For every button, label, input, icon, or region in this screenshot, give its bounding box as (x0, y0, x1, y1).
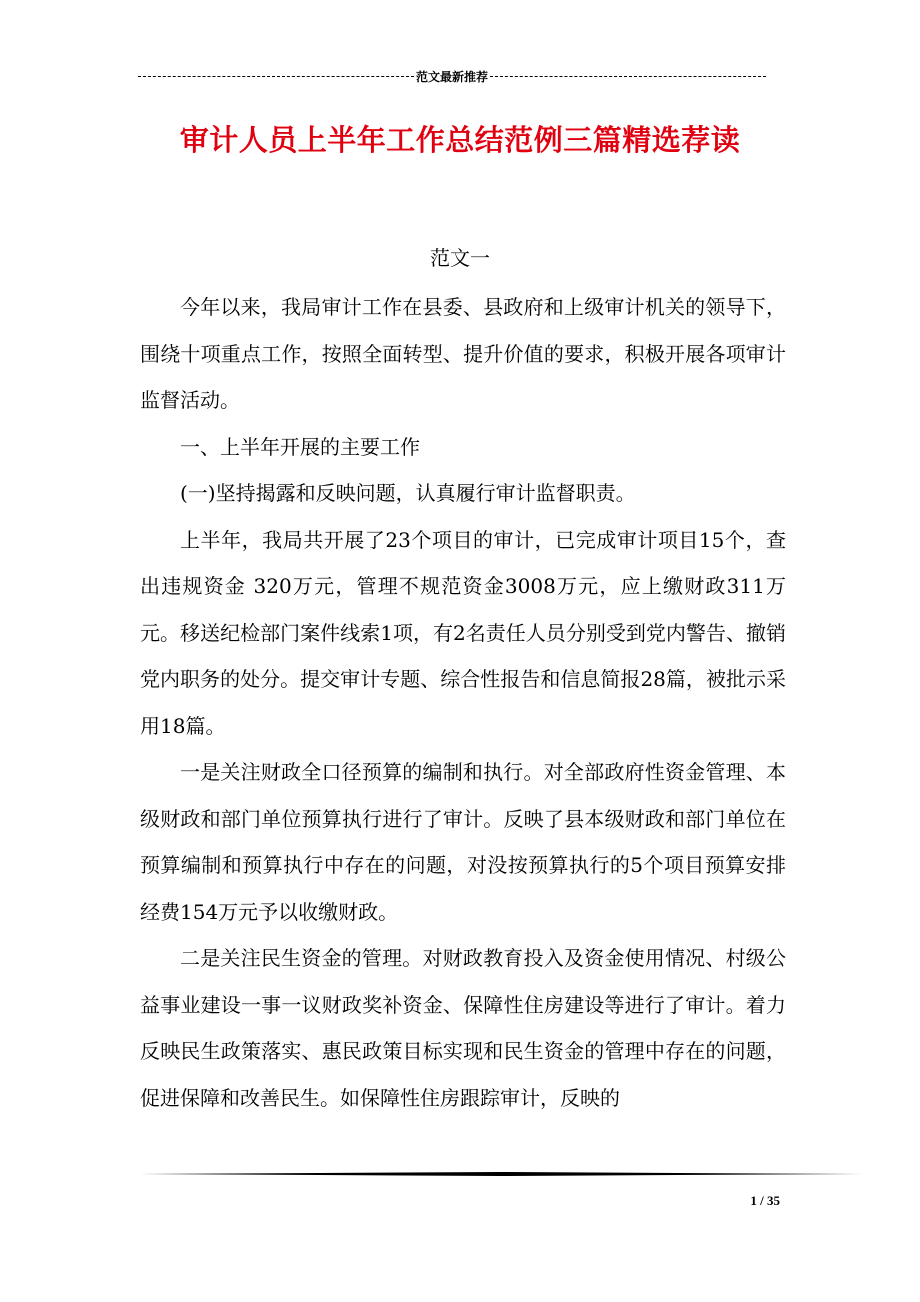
document-title: 审计人员上半年工作总结范例三篇精选荐读 (179, 123, 741, 157)
paragraph: (一)坚持揭露和反映问题，认真履行审计监督职责。 (180, 481, 636, 505)
paragraph: 一、上半年开展的主要工作 (180, 434, 420, 459)
footer-rule (140, 1172, 862, 1176)
page-number: 1 / 35 (750, 1193, 780, 1208)
document-body (140, 284, 786, 1121)
header-dash-right (490, 76, 766, 77)
header-dash-left (138, 76, 414, 77)
header-label: 范文最新推荐 (416, 69, 489, 84)
paragraph: 上半年，我局共开展了23个项目的审计，已完成审计项目15个，查出违规资金 320万元，管理不规范资金3008万元，应上缴财政311万元。移送纪检部门案件线索1项，有2名责任人员分别受到党内警告、撤销党内职务的处分。提交审计专题、综合性报告和信息简报28篇，被批示采用18篇。 (140, 527, 786, 738)
page-header (138, 68, 766, 84)
paragraph: 二是关注民生资金的管理。对财政教育投入及资金使用情况、村级公益事业建设一事一议财政奖补资金、保障性住房建设等进行了审计。着力反映民生政策落实、惠民政策目标实现和民生资金的管理中存在的问题，促进保障和改善民生。如保障性住房跟踪审计，反映的 (140, 946, 786, 1110)
paragraph: 今年以来，我局审计工作在县委、县政府和上级审计机关的领导下，围绕十项重点工作，按照全面转型、提升价值的要求，积极开展各项审计监督活动。 (140, 295, 786, 412)
paragraph: 一是关注财政全口径预算的编制和执行。对全部政府性资金管理、本级财政和部门单位预算执行进行了审计。反映了县本级财政和部门单位在预算编制和预算执行中存在的问题，对没按预算执行的5个项目预算安排经费154万元予以收缴财政。 (140, 760, 786, 924)
section-title: 范文一 (430, 246, 490, 270)
